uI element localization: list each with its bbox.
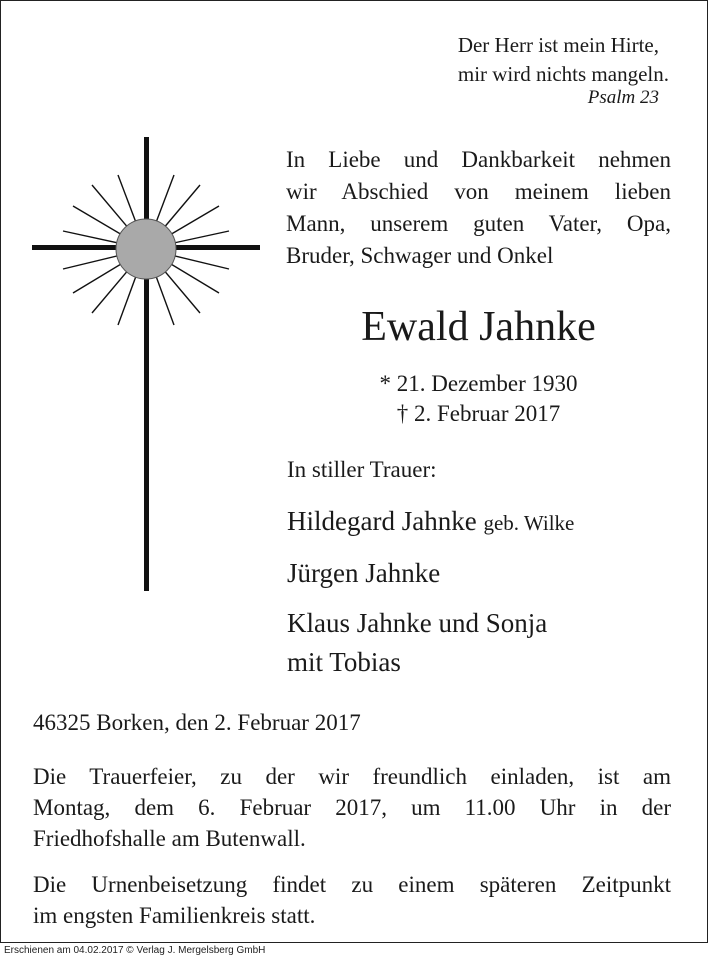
burial-line: Die Urnenbeisetzung findet zu einem späteren Zeitpunkt (33, 872, 671, 897)
funeral-line: Montag, dem 6. Februar 2017, um 11.00 Uhr in der (33, 795, 671, 820)
cross-vertical-beam (144, 137, 149, 591)
place-date: 46325 Borken, den 2. Februar 2017 (33, 710, 361, 735)
mourner-klaus-line: Klaus Jahnke und Sonja (287, 608, 548, 638)
publication-footer: Erschienen am 04.02.2017 © Verlag J. Mergelsberg GmbH (4, 945, 266, 956)
mourner-name: Hildegard Jahnke (287, 506, 477, 536)
intro-line: Bruder, Schwager und Onkel (286, 243, 554, 268)
motto-line-2: mir wird nichts mangeln. (457, 62, 669, 86)
mourner-birth-name: geb. Wilke (483, 511, 575, 535)
funeral-line: Die Trauerfeier, zu der wir freundlich einladen, ist am (33, 764, 671, 789)
motto-line-1: Der Herr ist mein Hirte, (457, 33, 659, 57)
burial-line: im engsten Familienkreis statt. (33, 903, 316, 928)
funeral-line: Friedhofshalle am Butenwall. (33, 826, 306, 851)
birth-date: * 21. Dezember 1930 (379, 371, 578, 396)
intro-line: wir Abschied von meinem lieben (286, 179, 671, 204)
deceased-name: Ewald Jahnke (361, 304, 596, 350)
death-date: † 2. Februar 2017 (396, 401, 561, 426)
sun-disc (116, 219, 176, 279)
mourners-heading: In stiller Trauer: (287, 457, 437, 482)
burial-info (33, 869, 671, 931)
mourner-hildegard (287, 504, 574, 540)
motto-reference: Psalm 23 (587, 87, 659, 108)
intro-line: Mann, unserem guten Vater, Opa, (286, 211, 671, 236)
mourner-juergen: Jürgen Jahnke (287, 558, 441, 588)
mourner-tobias-line: mit Tobias (287, 647, 401, 677)
funeral-info (33, 761, 671, 854)
intro-line: In Liebe und Dankbarkeit nehmen (286, 147, 671, 172)
intro-text (286, 144, 671, 272)
cross-with-sun-icon (26, 131, 266, 601)
